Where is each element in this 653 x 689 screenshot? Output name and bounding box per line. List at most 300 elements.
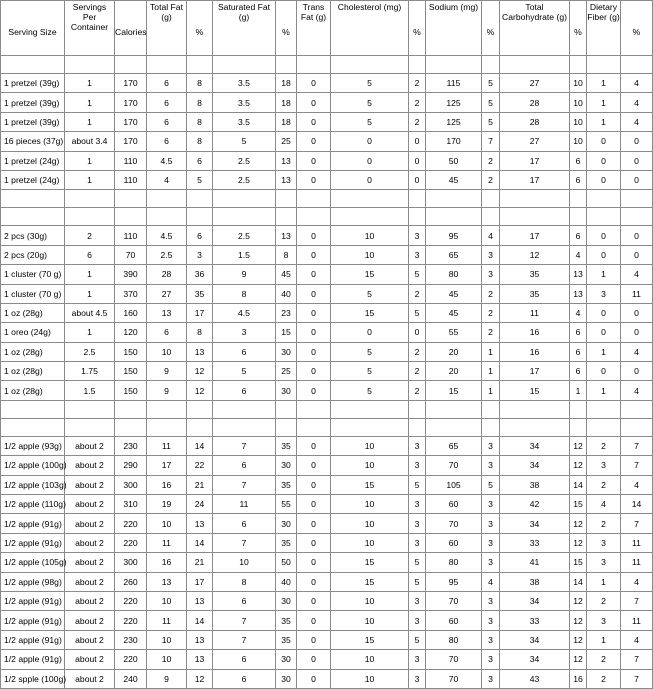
cholesterol-percent-cell[interactable]: 3 <box>409 495 426 514</box>
calories-cell[interactable]: 310 <box>115 495 147 514</box>
sodium-cell[interactable]: 65 <box>426 436 482 455</box>
saturated-fat-cell[interactable]: 6 <box>213 669 276 688</box>
saturated-fat-percent-cell[interactable] <box>276 400 297 418</box>
saturated-fat-cell[interactable] <box>213 400 276 418</box>
total-fat-cell[interactable]: 16 <box>147 475 187 494</box>
saturated-fat-percent-cell[interactable]: 50 <box>276 553 297 572</box>
sodium-cell[interactable]: 60 <box>426 495 482 514</box>
servings-per-container-cell[interactable]: about 2 <box>65 514 115 533</box>
trans-fat-cell[interactable]: 0 <box>297 650 331 669</box>
saturated-fat-cell[interactable] <box>213 418 276 436</box>
total-fat-cell[interactable]: 6 <box>147 74 187 93</box>
trans-fat-cell[interactable]: 0 <box>297 170 331 189</box>
dietary-fiber-percent-cell[interactable]: 0 <box>621 151 653 170</box>
cholesterol-percent-cell[interactable]: 3 <box>409 226 426 245</box>
total-fat-percent-cell[interactable]: 13 <box>187 630 213 649</box>
saturated-fat-cell[interactable]: 11 <box>213 495 276 514</box>
dietary-fiber-cell[interactable] <box>587 56 621 74</box>
saturated-fat-cell[interactable]: 10 <box>213 553 276 572</box>
sodium-cell[interactable]: 20 <box>426 342 482 361</box>
saturated-fat-percent-cell[interactable]: 45 <box>276 265 297 284</box>
total-fat-cell[interactable]: 6 <box>147 323 187 342</box>
header-calories[interactable]: Calories <box>115 1 147 56</box>
cholesterol-percent-cell[interactable]: 3 <box>409 650 426 669</box>
cholesterol-percent-cell[interactable] <box>409 56 426 74</box>
calories-cell[interactable]: 170 <box>115 132 147 151</box>
carbohydrate-percent-cell[interactable]: 10 <box>570 93 587 112</box>
total-carbohydrate-cell[interactable]: 34 <box>500 456 570 475</box>
cholesterol-cell[interactable]: 10 <box>331 591 409 610</box>
total-carbohydrate-cell[interactable]: 16 <box>500 323 570 342</box>
serving-size-cell[interactable]: 2 pcs (20g) <box>1 245 65 264</box>
sodium-percent-cell[interactable]: 2 <box>482 170 500 189</box>
saturated-fat-percent-cell[interactable]: 35 <box>276 630 297 649</box>
servings-per-container-cell[interactable]: about 2 <box>65 553 115 572</box>
dietary-fiber-cell[interactable]: 1 <box>587 74 621 93</box>
dietary-fiber-percent-cell[interactable]: 7 <box>621 650 653 669</box>
calories-cell[interactable]: 300 <box>115 553 147 572</box>
serving-size-cell[interactable]: 1/2 apple (100g) <box>1 456 65 475</box>
calories-cell[interactable]: 220 <box>115 514 147 533</box>
saturated-fat-cell[interactable] <box>213 208 276 226</box>
sodium-cell[interactable]: 80 <box>426 553 482 572</box>
total-carbohydrate-cell[interactable]: 34 <box>500 650 570 669</box>
total-fat-cell[interactable]: 2.5 <box>147 245 187 264</box>
header-total-fat-percent[interactable]: % <box>187 1 213 56</box>
trans-fat-cell[interactable] <box>297 190 331 208</box>
calories-cell[interactable]: 290 <box>115 456 147 475</box>
dietary-fiber-percent-cell[interactable]: 4 <box>621 265 653 284</box>
trans-fat-cell[interactable]: 0 <box>297 572 331 591</box>
dietary-fiber-percent-cell[interactable]: 11 <box>621 553 653 572</box>
sodium-percent-cell[interactable]: 3 <box>482 456 500 475</box>
cholesterol-cell[interactable]: 10 <box>331 611 409 630</box>
header-sodium[interactable]: Sodium (mg) <box>426 1 482 56</box>
saturated-fat-percent-cell[interactable]: 30 <box>276 456 297 475</box>
dietary-fiber-percent-cell[interactable]: 4 <box>621 630 653 649</box>
calories-cell[interactable]: 230 <box>115 630 147 649</box>
sodium-percent-cell[interactable]: 3 <box>482 533 500 552</box>
cholesterol-cell[interactable]: 5 <box>331 381 409 400</box>
saturated-fat-cell[interactable]: 2.5 <box>213 151 276 170</box>
saturated-fat-percent-cell[interactable]: 30 <box>276 591 297 610</box>
calories-cell[interactable] <box>115 190 147 208</box>
dietary-fiber-percent-cell[interactable] <box>621 56 653 74</box>
servings-per-container-cell[interactable]: about 2 <box>65 650 115 669</box>
total-fat-percent-cell[interactable] <box>187 400 213 418</box>
carbohydrate-percent-cell[interactable]: 14 <box>570 572 587 591</box>
total-fat-cell[interactable]: 13 <box>147 572 187 591</box>
trans-fat-cell[interactable] <box>297 56 331 74</box>
serving-size-cell[interactable]: 1/2 apple (110g) <box>1 495 65 514</box>
dietary-fiber-cell[interactable]: 2 <box>587 650 621 669</box>
sodium-percent-cell[interactable]: 5 <box>482 112 500 131</box>
cholesterol-percent-cell[interactable]: 3 <box>409 456 426 475</box>
trans-fat-cell[interactable]: 0 <box>297 456 331 475</box>
cholesterol-percent-cell[interactable]: 5 <box>409 630 426 649</box>
cholesterol-percent-cell[interactable]: 3 <box>409 245 426 264</box>
saturated-fat-percent-cell[interactable]: 35 <box>276 533 297 552</box>
total-fat-percent-cell[interactable]: 8 <box>187 132 213 151</box>
cholesterol-percent-cell[interactable]: 3 <box>409 514 426 533</box>
dietary-fiber-percent-cell[interactable]: 0 <box>621 226 653 245</box>
dietary-fiber-percent-cell[interactable]: 0 <box>621 362 653 381</box>
trans-fat-cell[interactable]: 0 <box>297 132 331 151</box>
total-fat-cell[interactable]: 10 <box>147 650 187 669</box>
sodium-percent-cell[interactable]: 5 <box>482 74 500 93</box>
carbohydrate-percent-cell[interactable]: 12 <box>570 630 587 649</box>
saturated-fat-percent-cell[interactable]: 35 <box>276 611 297 630</box>
servings-per-container-cell[interactable]: 1 <box>65 112 115 131</box>
total-fat-percent-cell[interactable]: 6 <box>187 151 213 170</box>
total-carbohydrate-cell[interactable]: 35 <box>500 265 570 284</box>
total-carbohydrate-cell[interactable]: 16 <box>500 342 570 361</box>
sodium-cell[interactable] <box>426 400 482 418</box>
sodium-percent-cell[interactable]: 3 <box>482 591 500 610</box>
cholesterol-percent-cell[interactable]: 5 <box>409 572 426 591</box>
cholesterol-percent-cell[interactable]: 0 <box>409 151 426 170</box>
dietary-fiber-cell[interactable]: 1 <box>587 93 621 112</box>
total-fat-percent-cell[interactable]: 24 <box>187 495 213 514</box>
total-fat-cell[interactable]: 11 <box>147 611 187 630</box>
dietary-fiber-cell[interactable]: 2 <box>587 514 621 533</box>
dietary-fiber-percent-cell[interactable] <box>621 418 653 436</box>
total-fat-cell[interactable]: 10 <box>147 591 187 610</box>
cholesterol-percent-cell[interactable]: 3 <box>409 669 426 688</box>
total-carbohydrate-cell[interactable]: 17 <box>500 362 570 381</box>
sodium-percent-cell[interactable]: 3 <box>482 611 500 630</box>
serving-size-cell[interactable]: 1 cluster (70 g) <box>1 265 65 284</box>
carbohydrate-percent-cell[interactable]: 6 <box>570 151 587 170</box>
carbohydrate-percent-cell[interactable] <box>570 190 587 208</box>
dietary-fiber-cell[interactable]: 2 <box>587 591 621 610</box>
serving-size-cell[interactable] <box>1 418 65 436</box>
saturated-fat-percent-cell[interactable]: 18 <box>276 74 297 93</box>
serving-size-cell[interactable]: 1/2 apple (91g) <box>1 630 65 649</box>
servings-per-container-cell[interactable] <box>65 208 115 226</box>
dietary-fiber-cell[interactable]: 3 <box>587 533 621 552</box>
carbohydrate-percent-cell[interactable]: 10 <box>570 112 587 131</box>
dietary-fiber-cell[interactable]: 3 <box>587 611 621 630</box>
sodium-percent-cell[interactable] <box>482 190 500 208</box>
trans-fat-cell[interactable]: 0 <box>297 303 331 322</box>
cholesterol-percent-cell[interactable] <box>409 208 426 226</box>
saturated-fat-percent-cell[interactable]: 35 <box>276 436 297 455</box>
total-fat-percent-cell[interactable]: 17 <box>187 572 213 591</box>
header-total-fat[interactable]: Total Fat (g) <box>147 1 187 56</box>
servings-per-container-cell[interactable]: 1 <box>65 151 115 170</box>
dietary-fiber-percent-cell[interactable]: 0 <box>621 245 653 264</box>
sodium-percent-cell[interactable]: 3 <box>482 265 500 284</box>
sodium-cell[interactable]: 50 <box>426 151 482 170</box>
total-fat-cell[interactable]: 4.5 <box>147 226 187 245</box>
sodium-cell[interactable] <box>426 208 482 226</box>
carbohydrate-percent-cell[interactable]: 16 <box>570 669 587 688</box>
dietary-fiber-percent-cell[interactable]: 4 <box>621 381 653 400</box>
total-fat-cell[interactable]: 10 <box>147 342 187 361</box>
servings-per-container-cell[interactable]: about 2 <box>65 572 115 591</box>
sodium-cell[interactable]: 80 <box>426 630 482 649</box>
total-fat-cell[interactable] <box>147 418 187 436</box>
header-trans-fat[interactable]: Trans Fat (g) <box>297 1 331 56</box>
sodium-percent-cell[interactable]: 1 <box>482 381 500 400</box>
saturated-fat-cell[interactable]: 1.5 <box>213 245 276 264</box>
dietary-fiber-percent-cell[interactable]: 7 <box>621 436 653 455</box>
total-carbohydrate-cell[interactable]: 38 <box>500 572 570 591</box>
calories-cell[interactable] <box>115 400 147 418</box>
total-fat-percent-cell[interactable]: 8 <box>187 93 213 112</box>
sodium-percent-cell[interactable]: 2 <box>482 323 500 342</box>
cholesterol-cell[interactable]: 15 <box>331 572 409 591</box>
cholesterol-cell[interactable]: 0 <box>331 132 409 151</box>
servings-per-container-cell[interactable]: about 2 <box>65 533 115 552</box>
servings-per-container-cell[interactable]: 1 <box>65 265 115 284</box>
servings-per-container-cell[interactable]: 2 <box>65 226 115 245</box>
servings-per-container-cell[interactable]: about 2 <box>65 436 115 455</box>
sodium-cell[interactable]: 20 <box>426 362 482 381</box>
total-fat-cell[interactable]: 10 <box>147 514 187 533</box>
trans-fat-cell[interactable]: 0 <box>297 342 331 361</box>
saturated-fat-cell[interactable]: 3.5 <box>213 74 276 93</box>
total-fat-cell[interactable]: 6 <box>147 93 187 112</box>
carbohydrate-percent-cell[interactable]: 12 <box>570 456 587 475</box>
saturated-fat-cell[interactable]: 5 <box>213 132 276 151</box>
header-serving-size[interactable]: Serving Size <box>1 1 65 56</box>
dietary-fiber-percent-cell[interactable]: 4 <box>621 93 653 112</box>
dietary-fiber-percent-cell[interactable]: 7 <box>621 514 653 533</box>
dietary-fiber-cell[interactable]: 2 <box>587 436 621 455</box>
trans-fat-cell[interactable]: 0 <box>297 265 331 284</box>
total-fat-cell[interactable]: 6 <box>147 132 187 151</box>
header-saturated-fat-percent[interactable]: % <box>276 1 297 56</box>
cholesterol-percent-cell[interactable]: 3 <box>409 436 426 455</box>
sodium-percent-cell[interactable]: 3 <box>482 650 500 669</box>
cholesterol-cell[interactable]: 5 <box>331 342 409 361</box>
total-fat-percent-cell[interactable]: 22 <box>187 456 213 475</box>
cholesterol-percent-cell[interactable]: 0 <box>409 323 426 342</box>
trans-fat-cell[interactable] <box>297 418 331 436</box>
serving-size-cell[interactable]: 1 oz (28g) <box>1 342 65 361</box>
saturated-fat-cell[interactable]: 6 <box>213 342 276 361</box>
carbohydrate-percent-cell[interactable] <box>570 208 587 226</box>
sodium-percent-cell[interactable]: 1 <box>482 362 500 381</box>
cholesterol-cell[interactable]: 5 <box>331 74 409 93</box>
carbohydrate-percent-cell[interactable]: 12 <box>570 514 587 533</box>
serving-size-cell[interactable]: 1 oreo (24g) <box>1 323 65 342</box>
dietary-fiber-cell[interactable] <box>587 400 621 418</box>
saturated-fat-percent-cell[interactable]: 30 <box>276 650 297 669</box>
dietary-fiber-cell[interactable]: 1 <box>587 112 621 131</box>
saturated-fat-percent-cell[interactable]: 18 <box>276 112 297 131</box>
sodium-percent-cell[interactable]: 4 <box>482 572 500 591</box>
servings-per-container-cell[interactable] <box>65 418 115 436</box>
servings-per-container-cell[interactable]: 1.75 <box>65 362 115 381</box>
carbohydrate-percent-cell[interactable] <box>570 56 587 74</box>
serving-size-cell[interactable]: 1 oz (28g) <box>1 303 65 322</box>
total-fat-percent-cell[interactable]: 14 <box>187 611 213 630</box>
cholesterol-cell[interactable]: 5 <box>331 112 409 131</box>
total-fat-cell[interactable]: 9 <box>147 362 187 381</box>
sodium-percent-cell[interactable]: 5 <box>482 475 500 494</box>
dietary-fiber-cell[interactable]: 1 <box>587 381 621 400</box>
calories-cell[interactable]: 160 <box>115 303 147 322</box>
trans-fat-cell[interactable]: 0 <box>297 245 331 264</box>
calories-cell[interactable]: 390 <box>115 265 147 284</box>
saturated-fat-cell[interactable]: 3.5 <box>213 112 276 131</box>
dietary-fiber-cell[interactable]: 0 <box>587 362 621 381</box>
saturated-fat-percent-cell[interactable]: 55 <box>276 495 297 514</box>
cholesterol-cell[interactable]: 10 <box>331 533 409 552</box>
saturated-fat-percent-cell[interactable]: 8 <box>276 245 297 264</box>
trans-fat-cell[interactable]: 0 <box>297 112 331 131</box>
trans-fat-cell[interactable]: 0 <box>297 436 331 455</box>
calories-cell[interactable]: 120 <box>115 323 147 342</box>
dietary-fiber-cell[interactable]: 0 <box>587 245 621 264</box>
total-fat-percent-cell[interactable]: 17 <box>187 303 213 322</box>
calories-cell[interactable]: 240 <box>115 669 147 688</box>
dietary-fiber-cell[interactable] <box>587 208 621 226</box>
carbohydrate-percent-cell[interactable]: 6 <box>570 362 587 381</box>
calories-cell[interactable]: 150 <box>115 342 147 361</box>
trans-fat-cell[interactable]: 0 <box>297 669 331 688</box>
cholesterol-percent-cell[interactable]: 3 <box>409 533 426 552</box>
dietary-fiber-percent-cell[interactable]: 7 <box>621 669 653 688</box>
trans-fat-cell[interactable]: 0 <box>297 284 331 303</box>
total-fat-cell[interactable]: 11 <box>147 436 187 455</box>
total-fat-cell[interactable]: 11 <box>147 533 187 552</box>
dietary-fiber-percent-cell[interactable]: 11 <box>621 533 653 552</box>
total-fat-percent-cell[interactable]: 13 <box>187 342 213 361</box>
dietary-fiber-cell[interactable]: 3 <box>587 553 621 572</box>
sodium-cell[interactable] <box>426 190 482 208</box>
trans-fat-cell[interactable]: 0 <box>297 362 331 381</box>
carbohydrate-percent-cell[interactable]: 15 <box>570 495 587 514</box>
cholesterol-cell[interactable]: 5 <box>331 284 409 303</box>
servings-per-container-cell[interactable] <box>65 56 115 74</box>
cholesterol-percent-cell[interactable] <box>409 190 426 208</box>
cholesterol-cell[interactable]: 5 <box>331 362 409 381</box>
total-fat-cell[interactable]: 17 <box>147 456 187 475</box>
serving-size-cell[interactable]: 1 pretzel (24g) <box>1 170 65 189</box>
cholesterol-percent-cell[interactable]: 2 <box>409 93 426 112</box>
cholesterol-cell[interactable]: 10 <box>331 456 409 475</box>
total-fat-percent-cell[interactable]: 13 <box>187 514 213 533</box>
carbohydrate-percent-cell[interactable]: 6 <box>570 323 587 342</box>
saturated-fat-cell[interactable] <box>213 190 276 208</box>
serving-size-cell[interactable]: 1 pretzel (39g) <box>1 74 65 93</box>
carbohydrate-percent-cell[interactable]: 12 <box>570 436 587 455</box>
serving-size-cell[interactable]: 1 pretzel (24g) <box>1 151 65 170</box>
total-fat-cell[interactable] <box>147 56 187 74</box>
serving-size-cell[interactable]: 1/2 apple (91g) <box>1 514 65 533</box>
cholesterol-percent-cell[interactable]: 2 <box>409 342 426 361</box>
total-carbohydrate-cell[interactable]: 34 <box>500 591 570 610</box>
header-saturated-fat[interactable]: Saturated Fat (g) <box>213 1 276 56</box>
total-carbohydrate-cell[interactable] <box>500 208 570 226</box>
header-dietary-fiber-percent[interactable]: % <box>621 1 653 56</box>
saturated-fat-percent-cell[interactable]: 13 <box>276 151 297 170</box>
saturated-fat-percent-cell[interactable]: 40 <box>276 572 297 591</box>
total-carbohydrate-cell[interactable]: 33 <box>500 611 570 630</box>
total-carbohydrate-cell[interactable]: 11 <box>500 303 570 322</box>
header-servings-per-container[interactable]: Servings Per Container <box>65 1 115 56</box>
calories-cell[interactable]: 170 <box>115 74 147 93</box>
calories-cell[interactable] <box>115 56 147 74</box>
servings-per-container-cell[interactable]: 1.5 <box>65 381 115 400</box>
servings-per-container-cell[interactable]: about 2 <box>65 456 115 475</box>
total-fat-percent-cell[interactable]: 35 <box>187 284 213 303</box>
total-fat-percent-cell[interactable]: 36 <box>187 265 213 284</box>
total-carbohydrate-cell[interactable]: 34 <box>500 514 570 533</box>
calories-cell[interactable]: 220 <box>115 533 147 552</box>
saturated-fat-percent-cell[interactable] <box>276 208 297 226</box>
dietary-fiber-cell[interactable]: 0 <box>587 170 621 189</box>
cholesterol-cell[interactable]: 0 <box>331 151 409 170</box>
servings-per-container-cell[interactable]: about 3.4 <box>65 132 115 151</box>
serving-size-cell[interactable]: 1/2 apple (93g) <box>1 436 65 455</box>
trans-fat-cell[interactable]: 0 <box>297 475 331 494</box>
total-fat-percent-cell[interactable]: 13 <box>187 591 213 610</box>
saturated-fat-percent-cell[interactable]: 25 <box>276 132 297 151</box>
sodium-cell[interactable]: 70 <box>426 650 482 669</box>
saturated-fat-cell[interactable]: 2.5 <box>213 226 276 245</box>
saturated-fat-cell[interactable] <box>213 56 276 74</box>
header-total-carbohydrate[interactable]: Total Carbohydrate (g) <box>500 1 570 56</box>
sodium-cell[interactable]: 60 <box>426 611 482 630</box>
trans-fat-cell[interactable]: 0 <box>297 74 331 93</box>
total-fat-percent-cell[interactable] <box>187 56 213 74</box>
calories-cell[interactable]: 110 <box>115 226 147 245</box>
total-fat-cell[interactable]: 4.5 <box>147 151 187 170</box>
total-carbohydrate-cell[interactable] <box>500 400 570 418</box>
dietary-fiber-percent-cell[interactable]: 4 <box>621 342 653 361</box>
servings-per-container-cell[interactable]: 1 <box>65 74 115 93</box>
dietary-fiber-cell[interactable] <box>587 190 621 208</box>
total-fat-percent-cell[interactable]: 21 <box>187 475 213 494</box>
saturated-fat-percent-cell[interactable] <box>276 190 297 208</box>
serving-size-cell[interactable] <box>1 400 65 418</box>
serving-size-cell[interactable] <box>1 190 65 208</box>
calories-cell[interactable]: 260 <box>115 572 147 591</box>
dietary-fiber-percent-cell[interactable] <box>621 208 653 226</box>
saturated-fat-percent-cell[interactable]: 40 <box>276 284 297 303</box>
saturated-fat-percent-cell[interactable]: 30 <box>276 514 297 533</box>
calories-cell[interactable]: 110 <box>115 170 147 189</box>
saturated-fat-percent-cell[interactable] <box>276 418 297 436</box>
saturated-fat-percent-cell[interactable]: 30 <box>276 342 297 361</box>
calories-cell[interactable]: 70 <box>115 245 147 264</box>
cholesterol-cell[interactable] <box>331 400 409 418</box>
cholesterol-cell[interactable]: 10 <box>331 436 409 455</box>
total-carbohydrate-cell[interactable]: 15 <box>500 381 570 400</box>
cholesterol-percent-cell[interactable]: 0 <box>409 170 426 189</box>
cholesterol-cell[interactable]: 10 <box>331 650 409 669</box>
dietary-fiber-cell[interactable]: 2 <box>587 475 621 494</box>
carbohydrate-percent-cell[interactable]: 4 <box>570 303 587 322</box>
sodium-percent-cell[interactable]: 2 <box>482 303 500 322</box>
servings-per-container-cell[interactable]: about 2 <box>65 611 115 630</box>
cholesterol-percent-cell[interactable]: 0 <box>409 132 426 151</box>
calories-cell[interactable]: 300 <box>115 475 147 494</box>
carbohydrate-percent-cell[interactable]: 13 <box>570 265 587 284</box>
servings-per-container-cell[interactable]: 1 <box>65 323 115 342</box>
saturated-fat-cell[interactable]: 3.5 <box>213 93 276 112</box>
servings-per-container-cell[interactable]: about 2 <box>65 630 115 649</box>
total-carbohydrate-cell[interactable]: 41 <box>500 553 570 572</box>
total-carbohydrate-cell[interactable]: 17 <box>500 226 570 245</box>
total-fat-percent-cell[interactable]: 8 <box>187 323 213 342</box>
serving-size-cell[interactable]: 1/2 spple (100g) <box>1 669 65 688</box>
